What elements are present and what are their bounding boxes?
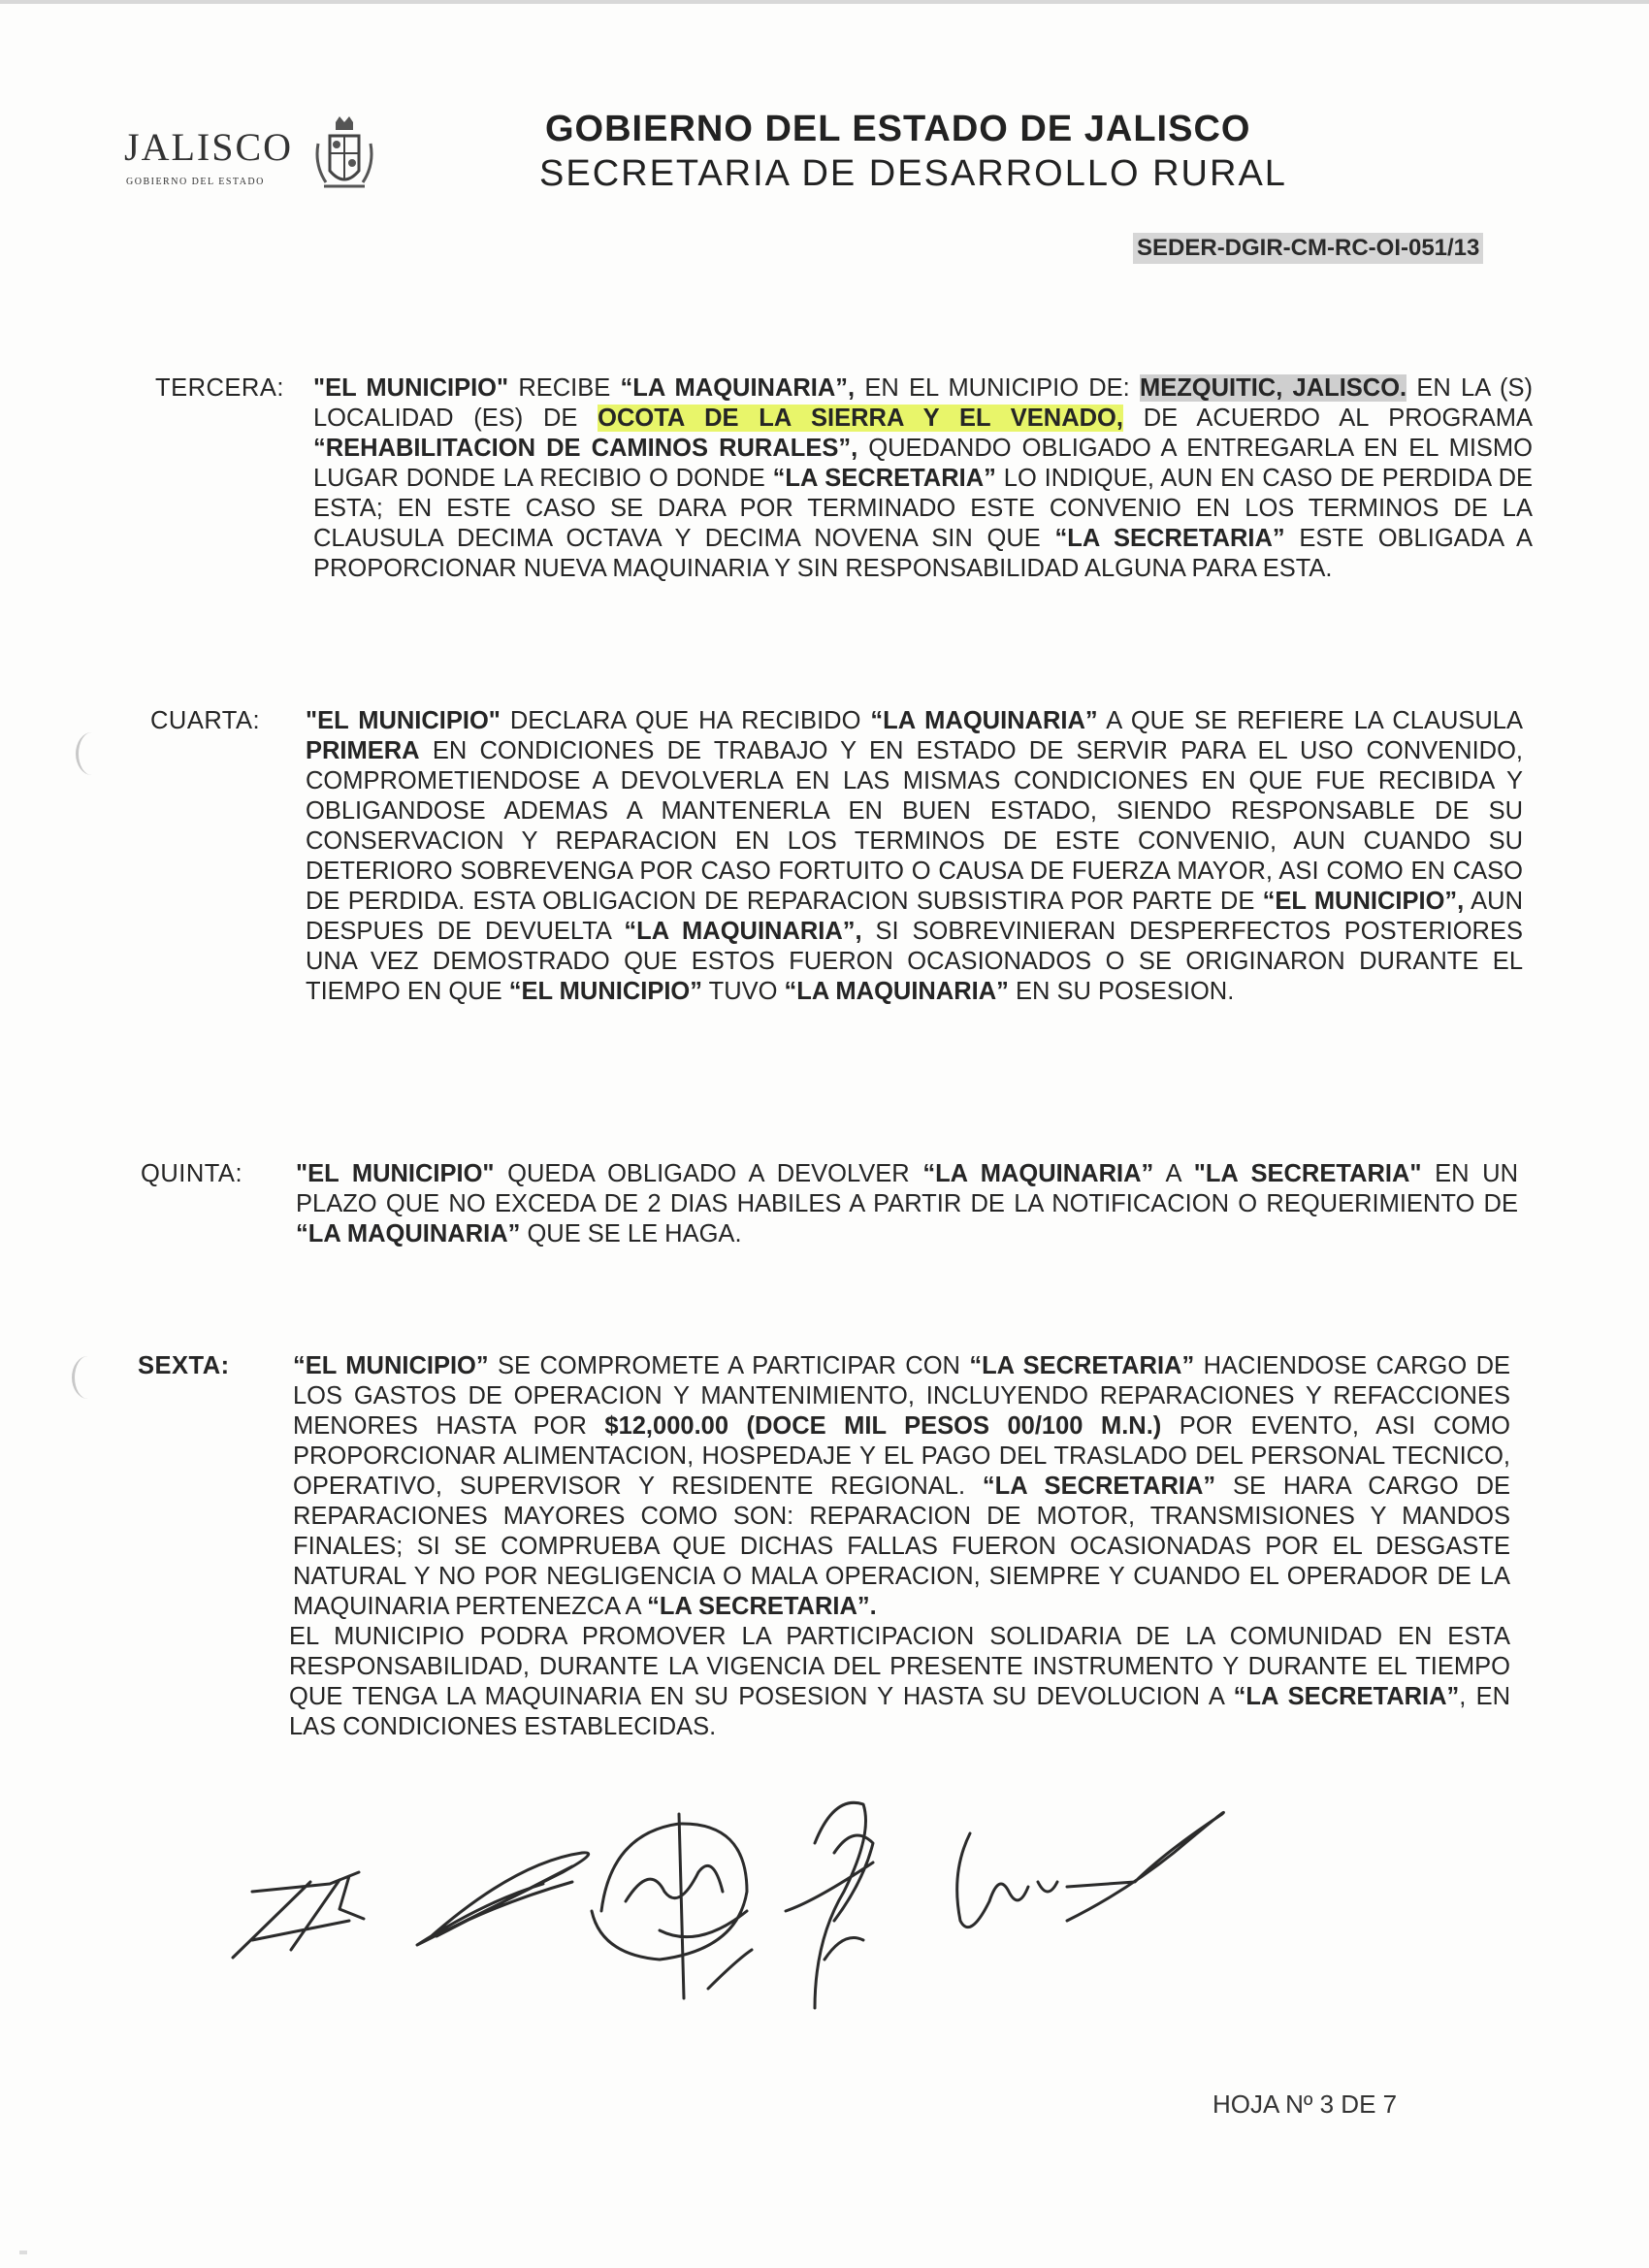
logo-wordmark: JALISCO <box>124 125 294 169</box>
party-secretaria: “LA SECRETARIA” <box>969 1352 1195 1379</box>
clause-text: SE COMPROMETE A PARTICIPAR CON <box>488 1352 970 1379</box>
clause-paragraph <box>289 1622 1510 1742</box>
clause-quinta <box>141 1159 1518 1249</box>
party-municipio: "EL MUNICIPIO" <box>296 1160 495 1187</box>
coat-of-arms-icon <box>310 114 378 198</box>
scan-edge <box>0 0 1649 4</box>
page-number: HOJA Nº 3 DE 7 <box>1212 2090 1398 2119</box>
clause-text: EN EL MUNICIPIO DE: <box>855 374 1140 402</box>
reference-code: SEDER-DGIR-CM-RC-OI-051/13 <box>1133 233 1483 264</box>
party-municipio: “EL MUNICIPIO”, <box>1262 888 1465 915</box>
party-secretaria: “LA SECRETARIA” <box>772 465 996 492</box>
locality-highlight: OCOTA DE LA SIERRA Y EL VENADO, <box>598 405 1123 432</box>
party-secretaria: “LA SECRETARIA” <box>982 1473 1216 1500</box>
clause-text: QUEDANDO OBLIGADO A ENTREGARLA EN EL MISMO LUGAR DONDE LA RECIBIO O DONDE <box>313 435 1533 492</box>
party-municipio: “EL MUNICIPIO” <box>508 978 702 1005</box>
program-name: “REHABILITACION DE CAMINOS RURALES”, <box>313 435 858 462</box>
signature-3 <box>592 1814 752 1998</box>
clause-text: EN SU POSESION. <box>1008 978 1235 1005</box>
scan-mark <box>19 2251 27 2254</box>
clause-text: QUE SE LE HAGA. <box>520 1220 742 1247</box>
clause-body <box>313 373 1533 584</box>
clause-text: DE ACUERDO AL PROGRAMA <box>1122 405 1533 432</box>
clause-label: CUARTA: <box>150 707 261 734</box>
clause-text: EN CONDICIONES DE TRABAJO Y EN ESTADO DE SERVIR PARA EL USO CONVENIDO, COMPROMETIENDOSE A DEVOLVERLA EN LAS MISMAS CONDICIONES EN QUE FUE RECIBIDA Y OBLIGANDOSE ADEMAS A MANTENERLA EN BUEN ESTADO, SIENDO RESPONSABLE DE SU CONSERVACION Y REPARACION EN LOS TERMINOS DE ESTE CONVENIO, AUN CUANDO SU DETERIORO SOBREVENGA POR CASO FORTUITO O CAUSA DE FUERZA MAYOR, ASI COMO EN CASO DE PERDIDA. ESTA OBLIGACION DE REPARACION SUBSISTIRA POR PARTE DE <box>306 737 1523 915</box>
government-title: GOBIERNO DEL ESTADO DE JALISCO <box>545 109 1251 149</box>
party-maquinaria: “LA MAQUINARIA”, <box>624 918 862 945</box>
clause-text: AUN DESPUES DE DEVUELTA <box>306 888 1523 945</box>
clause-cuarta <box>150 706 1523 1007</box>
clause-text: LO INDIQUE, AUN EN CASO DE PERDIDA DE ESTA; EN ESTE CASO SE DARA POR TERMINADO ESTE CONVENIO EN LOS TERMINOS DE LA CLAUSULA DECIMA OCTAVA Y DECIMA NOVENA SIN QUE <box>313 465 1534 552</box>
party-maquinaria: “LA MAQUINARIA” <box>922 1160 1154 1187</box>
clause-sexta <box>138 1351 1510 1742</box>
handwritten-signatures <box>194 1795 1358 2047</box>
clause-body <box>296 1159 1518 1249</box>
punch-hole <box>76 732 108 775</box>
clause-label: TERCERA: <box>155 374 284 402</box>
punch-hole <box>72 1356 104 1399</box>
clause-label: SEXTA: <box>138 1352 230 1379</box>
clause-body <box>289 1351 1511 1742</box>
clause-text: DECLARA QUE HA RECIBIDO <box>500 707 871 734</box>
party-secretaria: “LA SECRETARIA” <box>1054 525 1285 552</box>
party-maquinaria: “LA MAQUINARIA” <box>296 1220 521 1247</box>
clause-text: A <box>1153 1160 1194 1187</box>
clause-text: RECIBE <box>508 374 621 402</box>
clause-tercera <box>155 373 1533 584</box>
ministry-subtitle: SECRETARIA DE DESARROLLO RURAL <box>539 153 1287 194</box>
clause-text: ESTE OBLIGADA A PROPORCIONAR NUEVA MAQUINARIA Y SIN RESPONSABILIDAD ALGUNA PARA ESTA. <box>313 525 1534 582</box>
clause-text: SI SOBREVINIERAN DESPERFECTOS POSTERIORES UNA VEZ DEMOSTRADO QUE ESTOS FUERON OCASIONADOS O SE ORIGINARON DURANTE EL TIEMPO EN QUE <box>306 918 1523 1005</box>
clause-text: EL MUNICIPIO PODRA PROMOVER LA PARTICIPACION SOLIDARIA DE LA COMUNIDAD EN ESTA RESPONSABILIDAD, DURANTE LA VIGENCIA DEL PRESENTE INSTRUMENTO Y DURANTE EL TIEMPO QUE TENGA LA MAQUINARIA EN SU POSESION Y HASTA SU DEVOLUCION A <box>289 1623 1510 1710</box>
signature-1 <box>233 1872 364 1958</box>
party-maquinaria: “LA MAQUINARIA”, <box>620 374 856 402</box>
party-maquinaria: “LA MAQUINARIA” <box>870 707 1098 734</box>
party-secretaria: “LA SECRETARIA”. <box>647 1593 877 1620</box>
signature-4 <box>786 1802 873 2008</box>
clause-text: EN UN PLAZO QUE NO EXCEDA DE 2 DIAS HABILES A PARTIR DE LA NOTIFICACION O REQUERIMIENTO DE <box>296 1160 1518 1217</box>
party-secretaria: “LA SECRETARIA” <box>1233 1683 1460 1710</box>
jalisco-logo <box>124 114 386 202</box>
clause-text: A QUE SE REFIERE LA CLAUSULA <box>1097 707 1523 734</box>
clause-text: TUVO <box>702 978 785 1005</box>
clause-label: QUINTA: <box>141 1160 243 1187</box>
municipality-highlight: MEZQUITIC, JALISCO. <box>1139 374 1407 402</box>
amount: $12,000.00 (DOCE MIL PESOS 00/100 M.N.) <box>604 1412 1162 1440</box>
signatures-area <box>194 1795 1358 2047</box>
signature-5 <box>957 1812 1224 1927</box>
party-municipio: "EL MUNICIPIO" <box>313 374 509 402</box>
clause-text: QUEDA OBLIGADO A DEVOLVER <box>494 1160 923 1187</box>
party-municipio: “EL MUNICIPIO” <box>293 1352 489 1379</box>
clause-body <box>306 706 1523 1007</box>
clause-text: , EN LAS CONDICIONES ESTABLECIDAS. <box>289 1683 1511 1740</box>
clause-text: HACIENDOSE CARGO DE LOS GASTOS DE OPERACION Y MANTENIMIENTO, INCLUYENDO REPARACIONES Y REFACCIONES MENORES HASTA POR <box>293 1352 1510 1440</box>
clause-reference: PRIMERA <box>306 737 420 764</box>
clause-text: SE HARA CARGO DE REPARACIONES MAYORES COMO SON: REPARACION DE MOTOR, TRANSMISIONES Y MANDOS FINALES; SI SE COMPRUEBA QUE DICHAS FALLAS FUERON OCASIONADAS POR EL DESGASTE NATURAL Y NO POR NEGLIGENCIA O MALA OPERACION, SIEMPRE Y CUANDO EL OPERADOR DE LA MAQUINARIA PERTENEZCA A <box>293 1473 1511 1620</box>
party-secretaria: "LA SECRETARIA" <box>1193 1160 1422 1187</box>
clause-text: EN LA (S) LOCALIDAD (ES) DE <box>313 374 1534 432</box>
logo-subtitle: GOBIERNO DEL ESTADO <box>126 177 265 187</box>
clause-text: POR EVENTO, ASI COMO PROPORCIONAR ALIMENTACION, HOSPEDAJE Y EL PAGO DEL TRASLADO DEL PERSONAL TECNICO, OPERATIVO, SUPERVISOR Y RESIDENTE REGIONAL. <box>293 1412 1510 1500</box>
signature-2 <box>417 1853 589 1945</box>
party-municipio: "EL MUNICIPIO" <box>306 707 501 734</box>
party-maquinaria: “LA MAQUINARIA” <box>784 978 1009 1005</box>
